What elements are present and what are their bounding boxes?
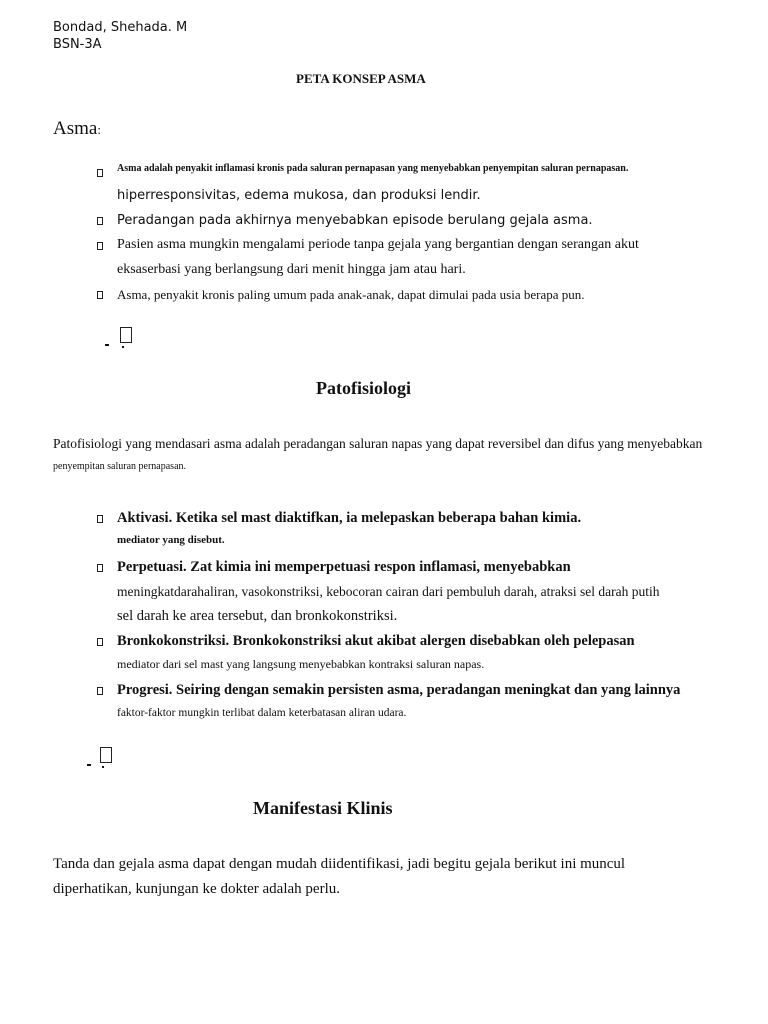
bullet-icon (97, 169, 103, 177)
asma-item-3-line-2: eksaserbasi yang berlangsung dari menit hingga jam atau hari. (117, 262, 466, 277)
author-name: Bondad, Shehada. M (53, 20, 188, 35)
patofisiologi-heading: Patofisiologi (316, 378, 411, 398)
class-label: BSN-3A (53, 37, 102, 52)
page-title: PETA KONSEP ASMA (296, 71, 426, 86)
asma-item-1-line-1: Asma adalah penyakit inflamasi kronis pada saluran pernapasan yang menyebabkan penyempitan saluran pernapasan. (117, 163, 629, 174)
bullet-icon (97, 687, 103, 695)
patofisiologi-intro-line-1: Patofisiologi yang mendasari asma adalah peradangan saluran napas yang dapat reversibel dan difus yang menyebabkan (53, 436, 703, 451)
asma-item-3-line-1: Pasien asma mungkin mengalami periode tanpa gejala yang bergantian dengan serangan akut (117, 237, 639, 252)
manifestasi-heading: Manifestasi Klinis (253, 798, 393, 818)
progresi-line-1: Progresi. Seiring dengan semakin persisten asma, peradangan meningkat dan yang lainnya (117, 682, 681, 698)
bronkokonstriksi-line-1: Bronkokonstriksi. Bronkokonstriksi akut akibat alergen disebabkan oleh pelepasan (117, 633, 635, 649)
progresi-line-2: faktor-faktor mungkin terlibat dalam keterbatasan aliran udara. (117, 707, 407, 719)
patofisiologi-intro-line-2: penyempitan saluran pernapasan. (53, 461, 187, 472)
aktivasi-line-1: Aktivasi. Ketika sel mast diaktifkan, ia melepaskan beberapa bahan kimia. (117, 510, 582, 526)
placeholder-box-icon (100, 747, 112, 763)
manifestasi-line-2: diperhatikan, kunjungan ke dokter adalah perlu. (53, 881, 340, 897)
bullet-icon (97, 515, 103, 523)
dash-mark (105, 344, 109, 346)
perpetuasi-line-3: sel darah ke area tersebut, dan bronkokonstriksi. (117, 608, 398, 624)
asma-item-4: Asma, penyakit kronis paling umum pada anak-anak, dapat dimulai pada usia berapa pun. (117, 287, 585, 302)
bullet-icon (97, 638, 103, 646)
asma-heading: Asma: (53, 118, 101, 139)
bullet-icon (97, 242, 103, 250)
manifestasi-line-1: Tanda dan gejala asma dapat dengan mudah diidentifikasi, jadi begitu gejala berikut ini muncul (53, 856, 626, 872)
asma-item-2: Peradangan pada akhirnya menyebabkan episode berulang gejala asma. (117, 213, 593, 228)
bullet-icon (97, 217, 103, 225)
bullet-icon (97, 564, 103, 572)
bullet-icon (97, 291, 103, 299)
perpetuasi-line-1: Perpetuasi. Zat kimia ini memperpetuasi respon inflamasi, menyebabkan (117, 559, 571, 575)
dash-mark (87, 764, 91, 766)
dot-mark (102, 766, 104, 768)
bronkokonstriksi-line-2: mediator dari sel mast yang langsung menyebabkan kontraksi saluran napas. (117, 657, 485, 671)
aktivasi-line-2: mediator yang disebut. (117, 534, 225, 546)
perpetuasi-line-2: meningkatdarahaliran, vasokonstriksi, kebocoran cairan dari pembuluh darah, atraksi sel darah putih (117, 584, 660, 599)
dot-mark (122, 346, 124, 348)
placeholder-box-icon (120, 327, 132, 343)
asma-item-1-line-2: hiperresponsivitas, edema mukosa, dan produksi lendir. (117, 188, 481, 203)
